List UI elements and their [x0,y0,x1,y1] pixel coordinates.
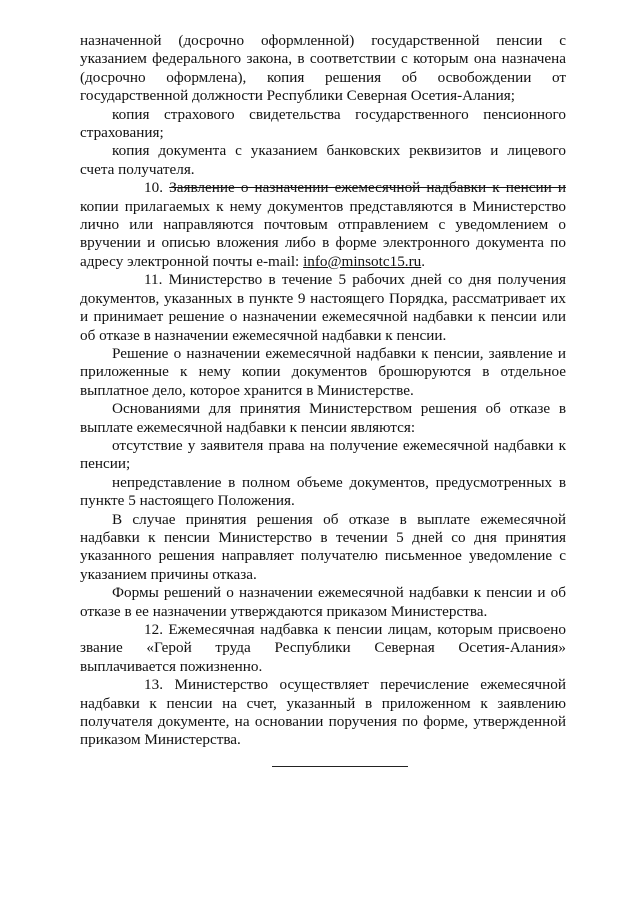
paragraph-item-11 [80,271,566,345]
paragraph-item-10 [80,179,566,271]
paragraph-decision-forms: Формы решений о назначении ежемесячной надбавки к пенсии и об отказе в ее назначении утверждаются приказом Министерства. [80,584,566,620]
paragraph-item-13 [80,676,566,750]
paragraph-pension-decision-copy: назначенной (досрочно оформленной) государственной пенсии с указанием федерального закона, в соответствии с которым она назначена (досрочно оформлена), копия решения об освобождении от государственной должности Республики Северная Осетия-Алания; [80,32,566,105]
item-text: Министерство осуществляет перечисление ежемесячной надбавки к пенсии на счет, указанный в приложенном к заявлению получателя документе, на основании поручения по форме, утвержденной приказом Министерства. [80,676,567,749]
paragraph-item-12 [80,621,566,676]
paragraph-refusal-notice: В случае принятия решения об отказе в выплате ежемесячной надбавки к пенсии Министерство в течении 5 дней со дня принятия указанного решения направляет получателю письменное уведомление с указанием причины отказа. [80,510,566,583]
item-end: . [421,252,426,270]
item-text: копии прилагаемых к нему документов представляются в Министерство лично или направляются почтовым отправлением с уведомлением о вручении и описью вложения либо в форме электронного документа по адресу электронной почты e-mail: [80,197,566,270]
paragraph-decision-file: Решение о назначении ежемесячной надбавки к пенсии, заявление и приложенные к нему копии документов брошюруются в отдельное выплатное дело, которое хранится в Министерстве. [80,344,566,399]
item-number: 11. [144,271,163,289]
end-divider-line [272,766,408,767]
paragraph-ground-incomplete-docs: непредставление в полном объеме документов, предусмотренных в пункте 5 настоящего Положения. [80,473,566,510]
paragraph-insurance-certificate: копия страхового свидетельства государственного пенсионного страхования; [80,105,566,142]
paragraph-bank-details: копия документа с указанием банковских реквизитов и лицевого счета получателя. [80,142,566,178]
item-number: 10. [144,179,163,197]
paragraph-ground-no-right: отсутствие у заявителя права на получение ежемесячной надбавки к пенсии; [80,436,566,473]
item-text: Министерство в течение 5 рабочих дней со дня получения документов, указанных в пункте 9 настоящего Порядка, рассматривает их и принимает решение о назначении ежемесячной надбавки к пенсии или об отказе в назначении ежемесячной надбавки к пенсии. [80,271,566,344]
item-number: 12. [144,621,163,638]
document-body [80,32,566,750]
struck-text: Заявление о назначении ежемесячной надбавки к пенсии и [169,179,566,197]
paragraph-refusal-grounds: Основаниями для принятия Министерством решения об отказе в выплате ежемесячной надбавки к пенсии являются: [80,400,566,436]
email-link[interactable]: info@minsotc15.ru [303,252,422,270]
item-text: Ежемесячная надбавка к пенсии лицам, которым присвоено звание «Герой труда Республики Северная Осетия-Алания» выплачивается пожизненно. [80,621,567,675]
item-number: 13. [144,676,163,694]
